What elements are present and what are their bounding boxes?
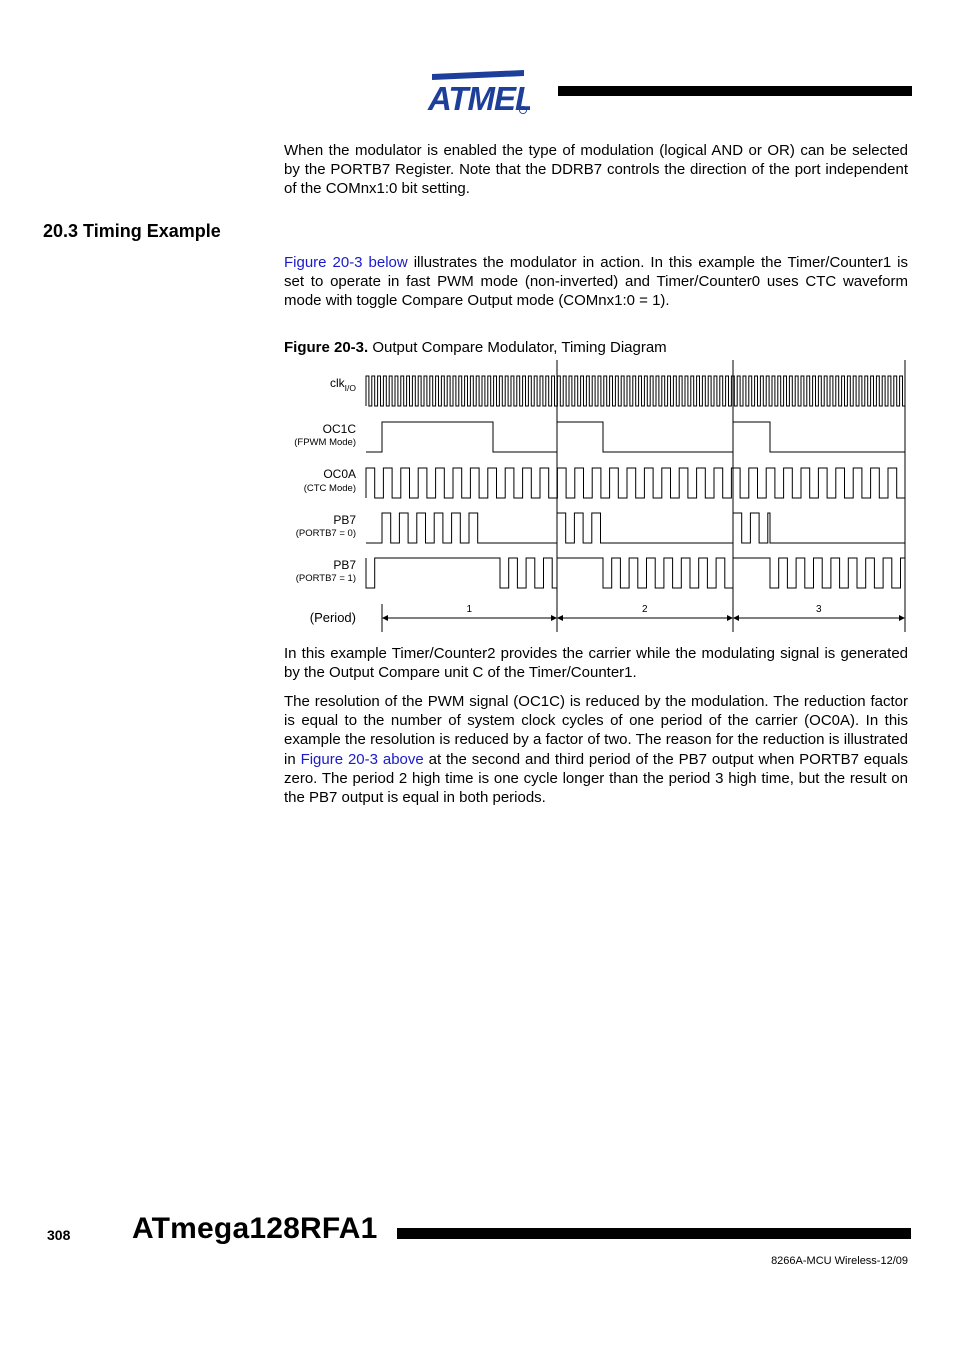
period-arrowhead bbox=[551, 615, 557, 621]
svg-text:ATMEL: ATMEL bbox=[428, 80, 530, 116]
figure-caption-title: Output Compare Modulator, Timing Diagram bbox=[368, 339, 667, 356]
atmel-logo bbox=[426, 68, 530, 116]
body-paragraph-resolution-b: at the second and third period of the PB7 output when PORTB7 equals zero. The period 2 high time is one cycle longer than the period 3 high time, but the result on the PB7 output is equal in both periods. bbox=[284, 750, 908, 807]
pb7-portb1-mode-label: (PORTB7 = 1) bbox=[295, 573, 356, 584]
pb7-portb1-waveform bbox=[366, 558, 905, 588]
figure-link-below[interactable]: Figure 20-3 below bbox=[284, 254, 408, 271]
period-label: (Period) bbox=[309, 610, 356, 625]
body-paragraph-carrier: In this example Timer/Counter2 provides the carrier while the modulating signal is generated by the Output Compare unit C of the Timer/Counter1. bbox=[284, 645, 908, 682]
clk-waveform bbox=[366, 376, 905, 406]
pb7-portb1-label: PB7 bbox=[333, 558, 356, 572]
pb7-portb0-mode-label: (PORTB7 = 0) bbox=[295, 528, 356, 539]
period-arrowhead bbox=[727, 615, 733, 621]
period-number: 3 bbox=[816, 604, 822, 615]
clk-label bbox=[300, 376, 356, 393]
figure-caption-number: Figure 20-3. bbox=[284, 339, 369, 356]
page-number: 308 bbox=[47, 1227, 71, 1243]
period-arrowhead bbox=[899, 615, 905, 621]
clk-label-sub: I/O bbox=[344, 383, 356, 393]
clk-label-main: clk bbox=[329, 376, 345, 390]
oc0a-mode-label: (CTC Mode) bbox=[303, 483, 356, 494]
oc1c-waveform bbox=[366, 422, 905, 452]
pb7-portb0-waveform bbox=[366, 513, 905, 543]
figure-link-above[interactable]: Figure 20-3 above bbox=[300, 750, 424, 768]
period-number: 2 bbox=[642, 604, 648, 615]
document-id: 8266A-MCU Wireless-12/09 bbox=[771, 1255, 908, 1267]
body-paragraph-resolution-a: The resolution of the PWM signal (OC1C) is reduced by the modulation. The reduction factor is equal to the number of system clock cycles of one period of the carrier (OC0A). In this example the resolution is reduced by a factor of two. The reason for the reduction is illustrated in bbox=[284, 693, 908, 768]
oc0a-label: OC0A bbox=[323, 467, 356, 481]
footer-bar bbox=[397, 1228, 911, 1239]
figure-caption bbox=[284, 339, 667, 356]
timing-diagram bbox=[360, 358, 910, 638]
section-paragraph-text: illustrates the modulator in action. In this example the Timer/Counter1 is set to operate in fast PWM mode (non-inverted) and Timer/Counter0 uses CTC waveform mode with toggle Compare Output mode (COMnx1:0 = 1). bbox=[284, 254, 908, 310]
header-bar bbox=[558, 86, 912, 96]
oc0a-waveform bbox=[366, 468, 905, 498]
intro-paragraph: When the modulator is enabled the type of modulation (logical AND or OR) can be selected by the PORTB7 Register. Note that the DDRB7 controls the direction of the port independent of the COMnx1:0 bit setting. bbox=[284, 142, 908, 198]
period-number: 1 bbox=[466, 604, 473, 615]
period-arrowhead bbox=[557, 615, 563, 621]
oc1c-mode-label: (FPWM Mode) bbox=[294, 437, 356, 448]
oc1c-label: OC1C bbox=[322, 422, 356, 436]
section-heading: 20.3 Timing Example bbox=[43, 221, 221, 241]
period-arrowhead bbox=[382, 615, 388, 621]
section-paragraph bbox=[284, 253, 908, 311]
period-arrowhead bbox=[733, 615, 739, 621]
atmel-logo-graphic bbox=[426, 68, 530, 116]
product-title: ATmega128RFA1 bbox=[132, 1212, 378, 1245]
body-paragraph-resolution bbox=[284, 692, 908, 807]
pb7-portb0-label: PB7 bbox=[333, 513, 356, 527]
